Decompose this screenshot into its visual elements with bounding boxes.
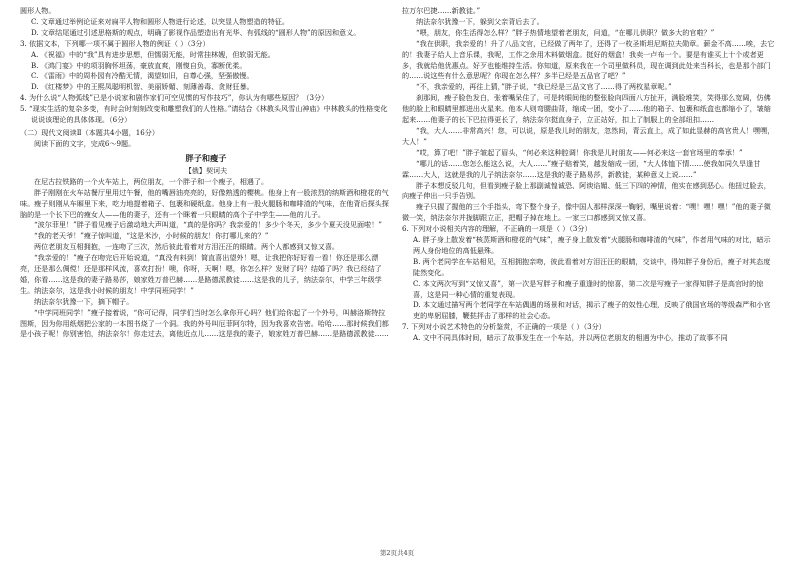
right-column-paragraph: 6. 下列对小说相关内容的理解，不正确的一项是（ ）（3分） [402, 224, 592, 234]
right-column-paragraph: 拉万尔巴捷……新教徒。” [402, 6, 481, 15]
left-column-paragraph: B. 《鸿门宴》中的项羽胸怀坦荡，豪放直爽，刚愎自负，寡断优柔。 [31, 60, 247, 70]
left-column-paragraph: 胖子刚刚在火车站餐厅里用过午餐，他的嘴唇油亮亮的，好像熟透的樱桃。他身上有一股浓烈的纳斯酒和橙花的气味。瘦子则刚从车厢里下来，吃力地提着箱子、包裹和硬纸盒。他身上有一股火腿肠和咖啡渣的气味，在他背后探头探脑的是一个长下巴的瘦女人——他的妻子，还有一个眯着一只眼睛的高个子中学生——他的儿子。 [20, 187, 389, 219]
left-column-paragraph: 5. “现实生活的复杂多变，有时会时刻刻改变和雕塑我们的人性格。”请结合《林教头风雪山神庙》中林教头的性格变化说说该理论的具体体现。（6分） [20, 104, 388, 125]
left-column-paragraph: 在尼古拉铁路的一个火车站上，两位朋友，一个胖子和一个瘦子，相遇了。 [34, 176, 269, 186]
right-column-paragraph: 7. 下列对小说艺术特色的分析鉴赏，不正确的一项是（ ）（3分） [402, 322, 606, 332]
right-column-paragraph: 刹那间，瘦子脸色发白，张着嘴呆住了，可是转眼间他的整张脸向四面八方扯开，满脸堆笑，笑得那么宽阔，仿佛他的脸上和眼睛里都迸出火星来。他本人则弯腰曲背，缩成一团，变小了……他的箱子、包裹和纸盒也都缩小了，皱缩起来……他妻子的长下巴拉得更长了，纳法奈尔挺直身子，立正站好，扣上了制服上的全部纽扣…… [402, 93, 771, 125]
left-column-paragraph: “波尔菲里！”胖子看见瘦子后激动地大声叫道，“真的是你吗？我亲爱的！多少个冬天，多少个夏天没见面啦！” [34, 220, 382, 230]
left-column-paragraph: （二）现代文阅读Ⅱ（本题共4小题，16分） [20, 127, 159, 137]
left-column-paragraph: 纳法奈尔犹豫一下，摘下帽子。 [34, 296, 134, 306]
left-column-paragraph: “中学同班同学！”瘦子接着说，“你可记得，同学们当时怎么拿你开心吗？他们给你起了一个外号，叫赫洛斯特拉图斯，因为你用纸烟把公家的一本图书烧了一个洞。我的外号叫厄菲阿尔特，因为我喜欢告密。哈哈……那时候我们都是小孩子呢！你别害怕，纳法奈尔！你走过去，离他近点儿……这是我的妻子，娘家姓万普巴赫……是路德派教徒…… [20, 307, 389, 339]
right-column-paragraph: “喂，朋友，你生活得怎么样？”胖子热情地望着老朋友，问道，“在哪儿供职？做多大的官啦？” [416, 27, 715, 37]
right-column-paragraph: 纳法奈尔犹豫一下，躲到父亲背后去了。 [416, 16, 544, 26]
left-column-paragraph: A. 《祝福》中的“我”具有进步思想，但懦弱无能，时常挂林嫂，但软弱无能。 [31, 49, 275, 59]
right-column [402, 6, 776, 344]
right-column-paragraph: C. 本文两次写到“又惊又喜”，第一次是写胖子和瘦子重逢时的惊喜，第二次是写瘦子一家得知胖子是高官时的惊喜，这是同一种心情的重复表现。 [413, 278, 764, 299]
left-column-paragraph: 3. 依据文本，下列哪一项不属于圆形人物的例证（ ）（3分） [20, 38, 210, 48]
left-column-paragraph: 圆形人物。 [20, 6, 56, 15]
right-column-paragraph: “我在供职，我亲爱的！升了八品文官，已经做了两年了，还得了一枚圣斯坦尼斯拉夫勋章。薪金不高……唉，去它的！我妻子给人上音乐课，我呢，工作之余用木料做烟盒。挺好的烟盒！我卖一卢布一个。要是有谁买上十个或者更多，我就给他优惠点。好歹也能维持生活。你知道，原来我在一个司里做科员，现在调到此处来当科长，也是那个部门的……说这些有什么意思呢？你现在怎么样？多半已经是五品官了吧？” [402, 38, 775, 81]
right-column-paragraph: D. 本文通过描写两个老同学在车站偶遇的场景和对话，揭示了瘦子的奴性心理，反映了俄国官场的等级森严和小官吏的卑躬屈膝，鞭挞抨击了那样的社会心态。 [413, 300, 771, 321]
left-column-paragraph: “我的老天爷！”瘦子惊叫道，“这是米沙，小时候的朋友！你打哪儿来的？” [34, 231, 269, 241]
right-column-paragraph: 瘦子只握了握他的三个手指头，弯下整个身子，像中国人那样深深一鞠躬，嘴里说着：“嘿！嘿！嘿！”他的妻子微微一笑，纳法奈尔并拢脚跟立正，把帽子掉在地上。一家三口都感到又惊又喜。 [402, 202, 771, 223]
left-column-paragraph: D. 文章结尾通过引述思格斯的观点，明确了影视作品塑造出有光华、有弧线的“圆形人物”的原因和意义。 [31, 27, 361, 37]
left-column-paragraph: 4. 为什么说“人物弧线”已是小说家和剧作家们可空见惯的写作技巧”，你认为有哪些原因？（3分） [20, 93, 329, 103]
right-column-paragraph: “哎，算了吧！”胖子皱起了眉头，“何必来这种腔调！你我是儿时朋友——何必来这一套官场里的奉承！” [416, 147, 743, 157]
page-footer: 第2页共4页 [379, 549, 415, 557]
right-column-paragraph: 胖子本想反驳几句，但看到瘦子脸上那副诚惶诚恐、阿谀谄媚、低三下四的神情，他实在感到恶心。他扭过脸去，向瘦子伸出一只手告别。 [402, 180, 771, 201]
right-column-paragraph: “不，我亲爱的，再往上猜，”胖子说，“我已经是三品文官了……得了两枚星章呢。” [416, 82, 672, 92]
right-column-paragraph: A. 胖子身上散发着“核蒸斯酒和橙花的气味”，瘦子身上散发着“火腿肠和咖啡渣的气味”，作者用气味的对比，暗示两人身份地位的高低悬殊。 [413, 235, 771, 255]
right-column-paragraph: “我，大人……非常高兴！您，可以说，原是我儿时的朋友，忽然间，青云直上，成了如此显赫的高官贵人！嘿嘿，大人！” [402, 125, 775, 146]
left-column-paragraph: C. 《雷雨》中的周朴园有冷酷无情，渴望如旧，自尊心强，坚强傲慢。 [31, 71, 254, 81]
left-column-paragraph: 两位老朋友互相拥抱，一连吻了三次，然后彼此看着对方泪汪汪的眼睛。两个人都感到又惊又喜。 [34, 242, 340, 252]
right-column-paragraph: B. 两个老同学在车站相见，互相拥抱亲吻，彼此看着对方泪汪汪的眼睛，交谈中，得知胖子身份后，瘦子对其态度陡然变化。 [413, 256, 771, 277]
left-column-paragraph: 阅读下面的文字，完成6～9题。 [34, 138, 136, 148]
left-column-paragraph: D. 《红楼梦》中的王熙凤聪明机智、美丽娇媚、刻薄善毒、贪财狂暴。 [31, 82, 254, 92]
left-column [20, 6, 392, 340]
left-column-paragraph: “我亲爱的！”瘦子在吻完后开始说道，“真没有料到！简直喜出望外！嗯，让我把你好好看一看！你还是那么漂亮，还是那么倜傥！还是那样风流，喜欢打扮！噢，你呀，天啊！嗯，你怎么样？发财了吗？结婚了吗？我已经结了婚，你看……这是我的妻子路易莎，娘家姓万普巴赫……是路德派教徒……这是我的儿子，纳法奈尔，中学三年级学生。纳法奈尔，这是我小时候的朋友！中学同班同学！” [20, 253, 382, 295]
right-column-paragraph: “哪儿的话……您怎么能这么说，大人……”瘦子赔着笑，越发缩成一团，“大人体恤下情……使我如同久旱逢甘霖……大人，这就是我的儿子纳法奈尔……这是我的妻子路易莎，新教徒，某种意义上说……” [402, 158, 761, 179]
right-column-paragraph: A. 文中不同具体时间，暗示了故事发生在一个车站，并以两位老朋友的相遇为中心，推动了故事不同 [413, 333, 728, 343]
left-column-paragraph: 【俄】契诃夫 [184, 165, 228, 175]
left-column-paragraph: 胖子和瘦子 [185, 152, 227, 163]
left-column-paragraph: C. 文章通过举例论证来对扁平人物和圆形人物进行论述，以突显人物塑造的特征。 [31, 16, 289, 26]
